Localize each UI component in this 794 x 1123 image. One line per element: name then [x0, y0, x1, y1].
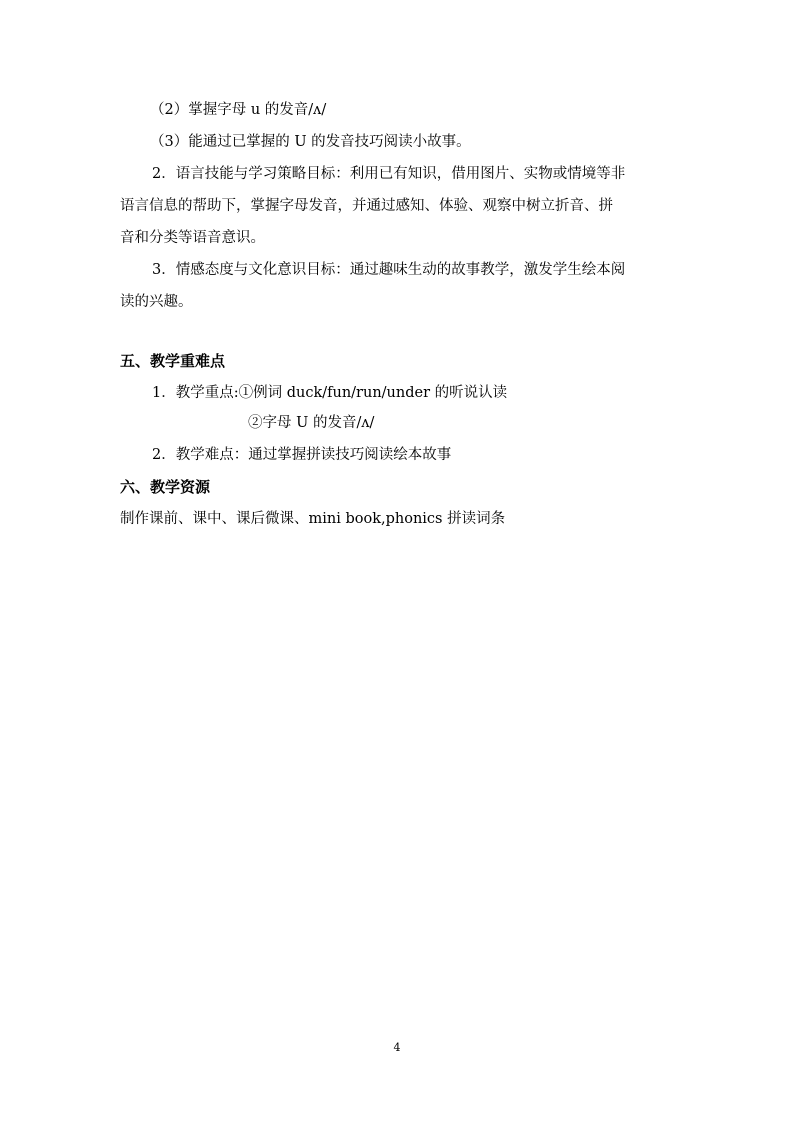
section-6-content: 制作课前、课中、课后微课、mini book,phonics 拼读词条	[120, 511, 506, 527]
difficulty-point: 2．教学难点：通过掌握拼读技巧阅读绘本故事	[152, 447, 452, 463]
section-5-heading: 五、教学重难点	[120, 352, 226, 370]
objective-item-2: （2）掌握字母 u 的发音/ʌ/	[150, 102, 327, 118]
key-point-1: 1．教学重点:①例词 duck/fun/run/under 的听说认读	[152, 385, 508, 401]
skills-objective-line-1: 2．语言技能与学习策略目标：利用已有知识，借用图片、实物或情境等非	[152, 166, 626, 182]
page-number: 4	[393, 1041, 401, 1054]
key-point-2: ②字母 U 的发音/ʌ/	[248, 415, 375, 431]
skills-objective-line-3: 音和分类等语音意识。	[120, 230, 265, 246]
affect-objective-line-2: 读的兴趣。	[120, 294, 193, 310]
affect-objective-line-1: 3．情感态度与文化意识目标：通过趣味生动的故事教学，激发学生绘本阅	[152, 262, 626, 278]
skills-objective-line-2: 语言信息的帮助下，掌握字母发音，并通过感知、体验、观察中树立折音、拼	[120, 198, 613, 214]
section-6-heading: 六、教学资源	[120, 478, 211, 496]
objective-item-3: （3）能通过已掌握的 U 的发音技巧阅读小故事。	[150, 134, 471, 150]
